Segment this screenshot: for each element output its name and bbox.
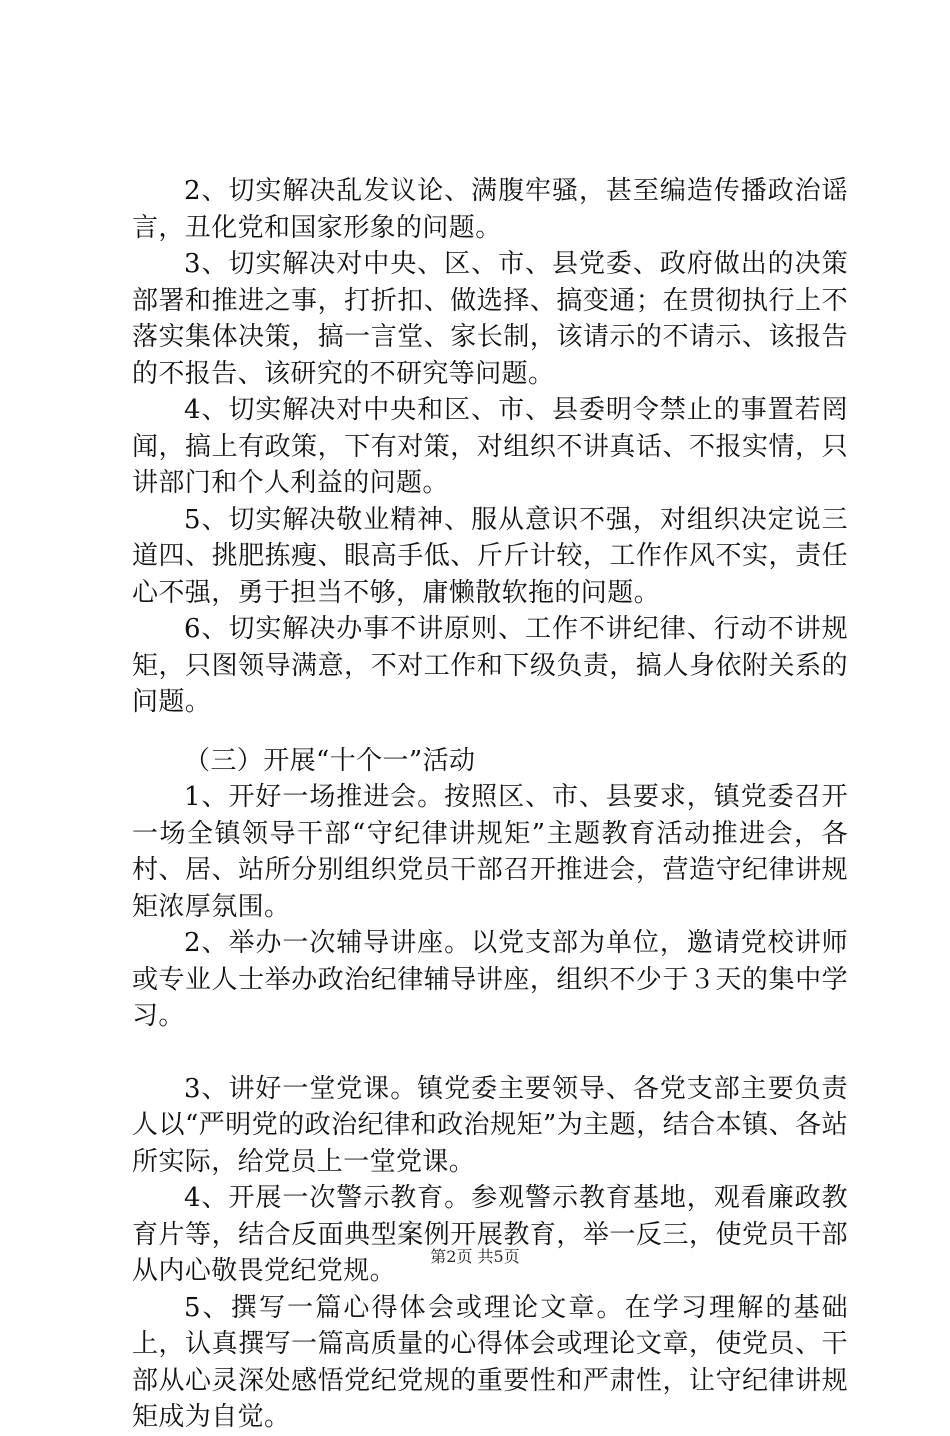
paragraph-item-2: 2、切实解决乱发议论、满腹牢骚，甚至编造传播政治谣言，丑化党和国家形象的问题。: [132, 176, 848, 243]
activity-item-5: 5、撰写一篇心得体会或理论文章。在学习理解的基础上，认真撰写一篇高质量的心得体会或理论文章，使党员、干部从心灵深处感悟党纪党规的重要性和严肃性，让守纪律讲规矩成为自觉。: [132, 1292, 848, 1432]
activity-item-2: 2、举办一次辅导讲座。以党支部为单位，邀请党校讲师或专业人士举办政治纪律辅导讲座，组织不少于３天的集中学习。: [132, 928, 848, 1031]
paragraph-item-3: 3、切实解决对中央、区、市、县党委、政府做出的决策部署和推进之事，打折扣、做选择、搞变通；在贯彻执行上不落实集体决策，搞一言堂、家长制，该请示的不请示、该报告的不报告、该研究的不研究等问题。: [132, 249, 848, 389]
section-heading: （三）开展“十个一”活动: [184, 745, 476, 776]
activity-item-4: 4、开展一次警示教育。参观警示教育基地，观看廉政教育片等，结合反面典型案例开展教育，举一反三，使党员干部从内心敬畏党纪党规。: [132, 1183, 848, 1286]
page-number-footer: 第2页 共5页: [430, 1247, 520, 1266]
paragraph-item-6: 6、切实解决办事不讲原则、工作不讲纪律、行动不讲规矩，只图领导满意，不对工作和下级负责，搞人身依附关系的问题。: [132, 614, 848, 717]
paragraph-item-5: 5、切实解决敬业精神、服从意识不强，对组织决定说三道四、挑肥拣瘦、眼高手低、斤斤计较，工作作风不实，责任心不强，勇于担当不够，庸懒散软拖的问题。: [132, 504, 848, 608]
activity-item-1: 1、开好一场推进会。按照区、市、县要求，镇党委召开一场全镇领导干部“守纪律讲规矩”主题教育活动推进会，各村、居、站所分别组织党员干部召开推进会，营造守纪律讲规矩浓厚氛围。: [132, 782, 848, 922]
activity-item-3: 3、讲好一堂党课。镇党委主要领导、各党支部主要负责人以“严明党的政治纪律和政治规矩”为主题，结合本镇、各站所实际，给党员上一堂党课。: [132, 1073, 848, 1177]
paragraph-item-4: 4、切实解决对中央和区、市、县委明令禁止的事置若罔闻，搞上有政策，下有对策，对组织不讲真话、不报实情，只讲部门和个人利益的问题。: [132, 395, 848, 498]
